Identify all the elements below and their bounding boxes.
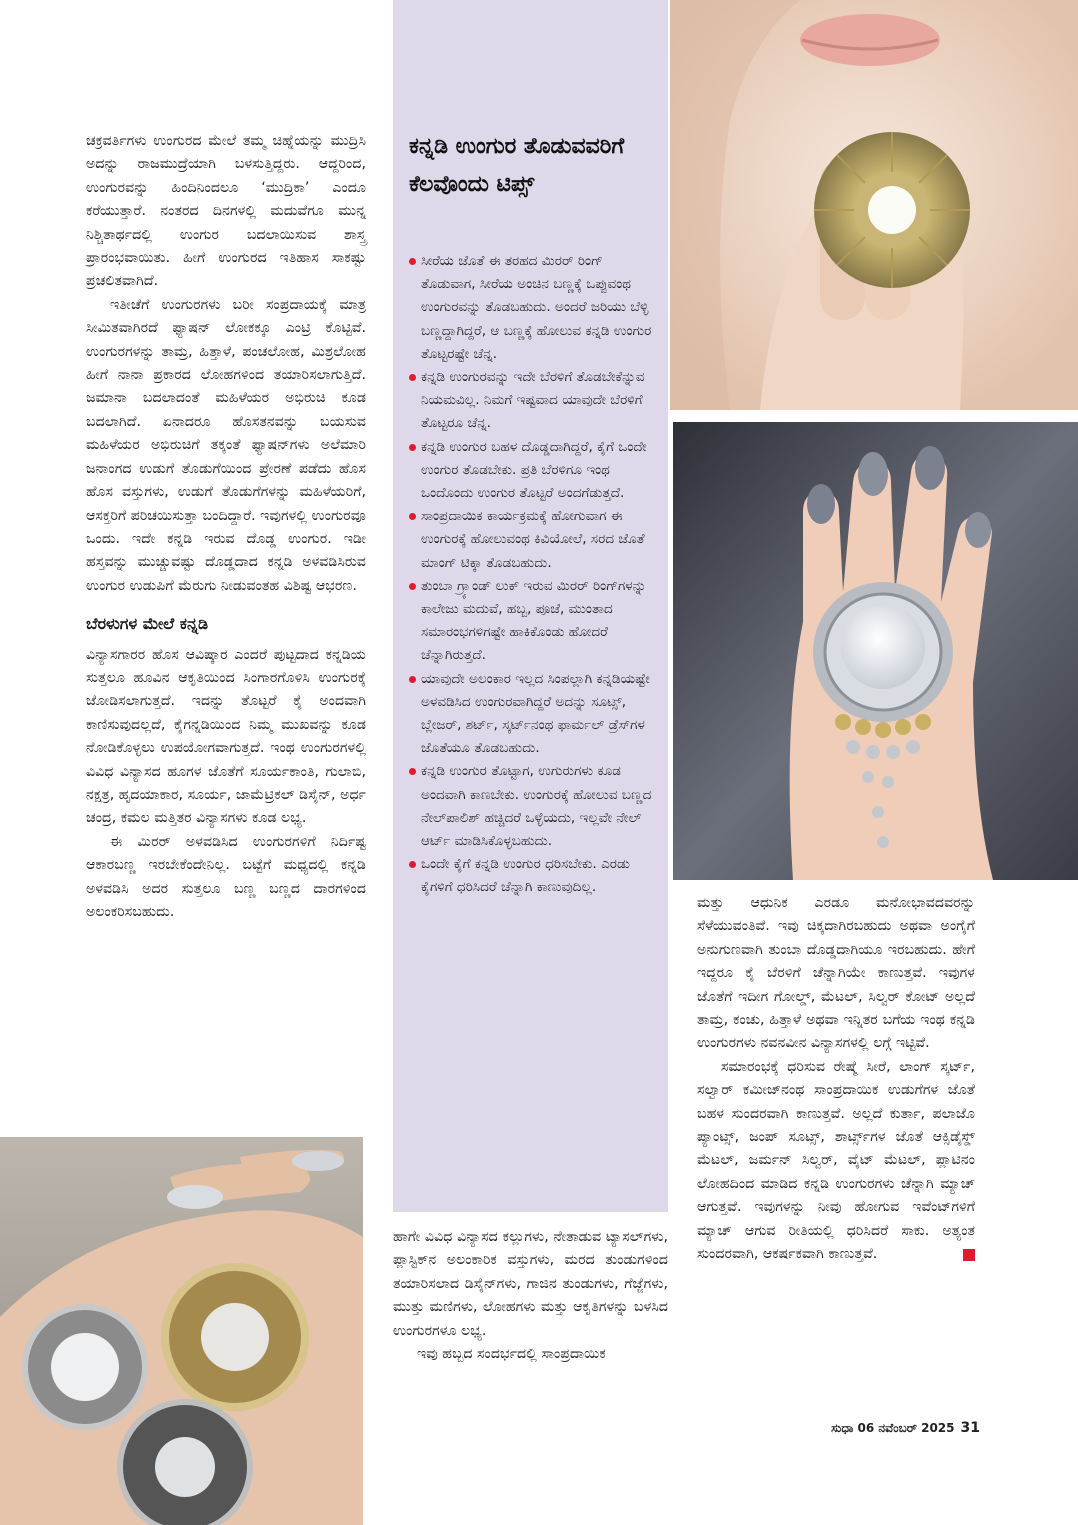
paragraph: ವಿನ್ಯಾಸಗಾರರ ಹೊಸ ಆವಿಷ್ಕಾರ ಎಂದರೆ ಪುಟ್ಟದಾದ ಕನ್ನಡಿಯ ಸುತ್ತಲೂ ಹೂವಿನ ಆಕೃತಿಯಿಂದ ಸಿಂಗಾರಗೊಳಿಸಿ ಉಂಗುರಕ್ಕೆ ಜೋಡಿಸಲಾಗುತ್ತದೆ. ಇದನ್ನು ತೊಟ್ಟರೆ ಕೈ ಅಂದವಾಗಿ ಕಾಣಿಸುವುದಲ್ಲದೆ, ಕೈಗನ್ನಡಿಯಿಂದ ನಿಮ್ಮ ಮುಖವನ್ನು ಕೂಡ ನೋಡಿಕೊಳ್ಳಲು ಉಪಯೋಗವಾಗುತ್ತದೆ. ಇಂಥ ಉಂಗುರಗಳಲ್ಲಿ ವಿವಿಧ ವಿನ್ಯಾಸದ ಹೂಗಳ ಜೊತೆಗೆ ಸೂರ್ಯಕಾಂತಿ, ಗುಲಾಬಿ, ನಕ್ಷತ್ರ, ಹೃದಯಾಕಾರ, ಸೂರ್ಯ, ಜಾಮೆಟ್ರಿಕಲ್ ಡಿಸೈನ್, ಅರ್ಧ ಚಂದ್ರ, ಕಮಲ ಮತ್ತಿತರ ವಿನ್ಯಾಸಗಳು ಕೂಡ ಲಭ್ಯ. xyxy=(86,646,366,827)
issue-info: ಸುಧಾ 06 ನವೆಂಬರ್ 2025 xyxy=(831,1421,955,1435)
bullet-icon xyxy=(409,861,416,868)
bullet-icon xyxy=(409,258,416,265)
bullet-icon xyxy=(409,768,416,775)
paragraph: ಚಕ್ರವರ್ತಿಗಳು ಉಂಗುರದ ಮೇಲೆ ತಮ್ಮ ಚಿಹ್ನೆಯನ್ನು ಮುದ್ರಿಸಿ ಅದನ್ನು ರಾಜಮುದ್ರೆಯಾಗಿ ಬಳಸುತ್ತಿದ್ದರು. ಆದ್ದರಿಂದ, ಉಂಗುರವನ್ನು ಹಿಂದಿನಿಂದಲೂ ‘ಮುದ್ರಿಕಾ’ ಎಂದೂ ಕರೆಯುತ್ತಾರೆ. ನಂತರದ ದಿನಗಳಲ್ಲಿ ಮದುವೆಗೂ ಮುನ್ನ ನಿಶ್ಚಿತಾರ್ಥದಲ್ಲಿ ಉಂಗುರ ಬದಲಾಯಿಸುವ ಶಾಸ್ತ್ರ ಪ್ರಾರಂಭವಾಯಿತು. ಹೀಗೆ ಉಂಗುರದ ಇತಿಹಾಸ ಸಾಕಷ್ಟು ಪ್ರಚಲಿತವಾಗಿದೆ. xyxy=(86,133,366,290)
tip-item: ಕನ್ನಡಿ ಉಂಗುರ ತೊಟ್ಟಾಗ, ಉಗುರುಗಳು ಕೂಡ ಅಂದವಾಗಿ ಕಾಣಬೇಕು. ಉಂಗುರಕ್ಕೆ ಹೋಲುವ ಬಣ್ಣದ ನೇಲ್‌ಪಾಲಿಶ್ ಹಚ್ಚಿದರೆ ಒಳ್ಳೆಯದು, ಇಲ್ಲವೇ ನೇಲ್ ಆರ್ಟ್ ಮಾಡಿಸಿಕೊಳ್ಳಬಹುದು. xyxy=(409,760,655,853)
tip-item: ಕನ್ನಡಿ ಉಂಗುರ ಬಹಳ ದೊಡ್ಡದಾಗಿದ್ದರೆ, ಕೈಗೆ ಒಂದೇ ಉಂಗುರ ತೊಡಬೇಕು. ಪ್ರತಿ ಬೆರಳಿಗೂ ಇಂಥ ಒಂದೊಂದು ಉಂಗುರ ತೊಟ್ಟರೆ ಅಂದಗೆಡುತ್ತದೆ. xyxy=(409,436,655,506)
tip-item: ತುಂಬಾ ಗ್ರ್ಯಾಂಡ್ ಲುಕ್ ಇರುವ ಮಿರರ್ ರಿಂಗ್‌ಗಳನ್ನು ಕಾಲೇಜು ಮದುವೆ, ಹಬ್ಬ, ಪೂಜೆ, ಮುಂತಾದ ಸಮಾರಂಭಗಳಿಗಷ್ಟೇ ಹಾಕಿಕೊಂಡು ಹೋದರೆ ಚೆನ್ನಾಗಿರುತ್ತದೆ. xyxy=(409,575,655,668)
article-column-right xyxy=(697,892,975,1267)
bullet-icon xyxy=(409,513,416,520)
tips-title: ಕನ್ನಡಿ ಉಂಗುರ ತೊಡುವವರಿಗೆ ಕೆಲವೊಂದು ಟಿಪ್ಸ್ xyxy=(409,134,625,197)
paragraph: ಮತ್ತು ಆಧುನಿಕ ಎರಡೂ ಮನೋಭಾವದವರನ್ನು ಸೆಳೆಯುವಂತಿವೆ. ಇವು ಚಿಕ್ಕದಾಗಿರಬಹುದು ಅಥವಾ ಅಂಗೈಗೆ ಅನುಗುಣವಾಗಿ ತುಂಬಾ ದೊಡ್ಡದಾಗಿಯೂ ಇರಬಹುದು. ಹೇಗೆ ಇದ್ದರೂ ಕೈ ಬೆರಳಿಗೆ ಚೆನ್ನಾಗಿಯೇ ಕಾಣುತ್ತವೆ. ಇವುಗಳ ಜೊತೆಗೆ ಇದೀಗ ಗೋಲ್ಡ್, ಮೆಟಲ್, ಸಿಲ್ವರ್ ಕೋಟ್ ಅಲ್ಲದೆ ತಾಮ್ರ, ಕಂಚು, ಹಿತ್ತಾಳೆ ಅಥವಾ ಇನ್ನಿತರ ಬಗೆಯ ಇಂಥ ಕನ್ನಡಿ ಉಂಗುರಗಳು ನವನವೀನ ವಿನ್ಯಾಸಗಳಲ್ಲಿ ಲಗ್ಗೆ ಇಟ್ಟಿವೆ. xyxy=(697,895,975,1052)
section-subheading: ಬೆರಳುಗಳ ಮೇಲೆ ಕನ್ನಡಿ xyxy=(86,614,209,634)
bullet-icon xyxy=(409,583,416,590)
page-number: 31 xyxy=(960,1420,980,1436)
article-column-left xyxy=(86,130,366,924)
bullet-icon xyxy=(409,374,416,381)
paragraph: ಹಾಗೇ ವಿವಿಧ ವಿನ್ಯಾಸದ ಕಲ್ಲುಗಳು, ನೇತಾಡುವ ಟ್ಯಾಸಲ್‌ಗಳು, ಪ್ಲಾಸ್ಟಿಕ್‌ನ ಅಲಂಕಾರಿಕ ವಸ್ತುಗಳು, ಮರದ ತುಂಡುಗಳಿಂದ ತಯಾರಿಸಲಾದ ಡಿಸೈನ್‌ಗಳು, ಗಾಜಿನ ತುಂಡುಗಳು, ಗೆಜ್ಜೆಗಳು, ಮುತ್ತು ಮಣಿಗಳು, ಲೋಹಗಳು ಮತ್ತು ಆಕೃತಿಗಳನ್ನು ಬಳಸಿದ ಉಂಗುರಗಳೂ ಲಭ್ಯ. xyxy=(393,1229,668,1339)
tip-item: ಯಾವುದೇ ಅಲಂಕಾರ ಇಲ್ಲದ ಸಿಂಪಲ್ಲಾಗಿ ಕನ್ನಡಿಯಷ್ಟೇ ಅಳವಡಿಸಿದ ಉಂಗುರವಾಗಿದ್ದರೆ ಅದನ್ನು ಸೂಟ್ಸ್, ಬ್ಲೇಜರ್, ಶರ್ಟ್, ಸ್ಕರ್ಟ್‌ನಂಥ ಫಾರ್ಮಲ್ ಡ್ರೆಸ್‌ಗಳ ಜೊತೆಯೂ ತೊಡಬಹುದು. xyxy=(409,668,655,761)
page-footer xyxy=(820,1420,980,1436)
tip-item: ಕನ್ನಡಿ ಉಂಗುರವನ್ನು ಇದೇ ಬೆರಳಿಗೆ ತೊಡಬೇಕೆನ್ನುವ ನಿಯಮವಿಲ್ಲ. ನಿಮಗೆ ಇಷ್ಟವಾದ ಯಾವುದೇ ಬೆರಳಿಗೆ ತೊಟ್ಟರೂ ಚೆನ್ನ. xyxy=(409,366,655,436)
paragraph: ಇವು ಹಬ್ಬದ ಸಂದರ್ಭದಲ್ಲಿ ಸಾಂಪ್ರದಾಯಿಕ xyxy=(417,1346,606,1363)
end-of-article-mark xyxy=(963,1249,975,1261)
paragraph: ಈ ಮಿರರ್ ಅಳವಡಿಸಿದ ಉಂಗುರಗಳಿಗೆ ನಿರ್ದಿಷ್ಟ ಆಕಾರಬಣ್ಣ ಇರಬೇಕೆಂದೇನಿಲ್ಲ. ಬಟ್ಟೆಗೆ ಮಧ್ಯದಲ್ಲಿ ಕನ್ನಡಿ ಅಳವಡಿಸಿ ಅದರ ಸುತ್ತಲೂ ಬಣ್ಣ ಬಣ್ಣದ ದಾರಗಳಿಂದ ಅಲಂಕರಿಸಬಹುದು. xyxy=(86,833,366,920)
tips-list xyxy=(409,250,655,900)
bullet-icon xyxy=(409,676,416,683)
photo-hand-mirror-ring xyxy=(673,422,1078,880)
article-column-middle-bottom xyxy=(393,1226,668,1366)
bullet-icon xyxy=(409,444,416,451)
photo-woman-with-ring xyxy=(670,0,1078,410)
photo-three-mirror-rings xyxy=(0,1137,363,1525)
tip-item: ಸಾಂಪ್ರದಾಯಿಕ ಕಾರ್ಯಕ್ರಮಕ್ಕೆ ಹೋಗುವಾಗ ಈ ಉಂಗುರಕ್ಕೆ ಹೋಲುವಂಥ ಕಿವಿಯೋಲೆ, ಸರದ ಜೊತೆ ಮಾಂಗ್ ಟಿಕ್ಕಾ ತೊಡಬಹುದು. xyxy=(409,505,655,575)
tip-item: ಸೀರೆಯ ಜೊತೆ ಈ ತರಹದ ಮಿರರ್ ರಿಂಗ್ ತೊಡುವಾಗ, ಸೀರೆಯ ಅಂಚಿನ ಬಣ್ಣಕ್ಕೆ ಒಪ್ಪುವಂಥ ಉಂಗುರವನ್ನು ತೊಡಬಹುದು. ಅಂದರೆ ಜರಿಯು ಬೆಳ್ಳಿ ಬಣ್ಣದ್ದಾಗಿದ್ದರೆ, ಆ ಬಣ್ಣಕ್ಕೆ ಹೋಲುವ ಕನ್ನಡಿ ಉಂಗುರ ತೊಟ್ಟರಷ್ಟೇ ಚೆನ್ನ. xyxy=(409,250,655,366)
tip-item: ಒಂದೇ ಕೈಗೆ ಕನ್ನಡಿ ಉಂಗುರ ಧರಿಸಬೇಕು. ಎರಡು ಕೈಗಳಿಗೆ ಧರಿಸಿದರೆ ಚೆನ್ನಾಗಿ ಕಾಣುವುದಿಲ್ಲ. xyxy=(409,853,655,899)
paragraph: ಇತೀಚೆಗೆ ಉಂಗುರಗಳು ಬರೀ ಸಂಪ್ರದಾಯಕ್ಕೆ ಮಾತ್ರ ಸೀಮಿತವಾಗಿರದೆ ಫ್ಯಾಷನ್ ಲೋಕಕ್ಕೂ ಎಂಟ್ರಿ ಕೊಟ್ಟಿವೆ. ಉಂಗುರಗಳನ್ನು ತಾಮ್ರ, ಹಿತ್ತಾಳೆ, ಪಂಚಲೋಹ, ಮಿಶ್ರಲೋಹ ಹೀಗೆ ನಾನಾ ಪ್ರಕಾರದ ಲೋಹಗಳಿಂದ ತಯಾರಿಸಲಾಗುತ್ತಿದೆ. ಜಮಾನಾ ಬದಲಾದಂತೆ ಮಹಿಳೆಯರ ಅಭಿರುಚಿ ಕೂಡ ಬದಲಾಗಿದೆ. ಏನಾದರೂ ಹೊಸತನವನ್ನು ಬಯಸುವ ಮಹಿಳೆಯರ ಅಭಿರುಚಿಗೆ ತಕ್ಕಂತೆ ಫ್ಯಾಷನ್‌ಗಳು ಅಲೆಮಾರಿ ಜನಾಂಗದ ಉಡುಗೆ ತೊಡುಗೆಯಿಂದ ಪ್ರೇರಣೆ ಪಡೆದು ಹೊಸ ಹೊಸ ವಸ್ತುಗಳು, ಉಡುಗೆ ತೊಡುಗೆಗಳನ್ನು ಮಹಿಳೆಯರಿಗೆ, ಆಸಕ್ತರಿಗೆ ಪರಿಚಯಿಸುತ್ತಾ ಬಂದಿದ್ದಾರೆ. ಇವುಗಳಲ್ಲಿ ಉಂಗುರವೂ ಒಂದು. ಇದೇ ಕನ್ನಡಿ ಇರುವ ದೊಡ್ಡ ಉಂಗುರ. ಇಡೀ ಹಸ್ತವನ್ನು ಮುಚ್ಚುವಷ್ಟು ದೊಡ್ಡದಾದ ಕನ್ನಡಿ ಅಳವಡಿಸಿರುವ ಉಂಗುರ ಉಡುಪಿಗೆ ಮೆರುಗು ನೀಡುವಂತಹ ವಿಶಿಷ್ಟ ಆಭರಣ. xyxy=(86,296,366,594)
paragraph: ಸಮಾರಂಭಕ್ಕೆ ಧರಿಸುವ ರೇಷ್ಮೆ ಸೀರೆ, ಲಾಂಗ್ ಸ್ಕರ್ಟ್, ಸಲ್ವಾರ್ ಕಮೀಜ್‌ನಂಥ ಸಾಂಪ್ರದಾಯಿಕ ಉಡುಗೆಗಳ ಜೊತೆ ಬಹಳ ಸುಂದರವಾಗಿ ಕಾಣುತ್ತವೆ. ಅಲ್ಲದೆ ಕುರ್ತಾ, ಪಲಾಜೊ ಪ್ಯಾಂಟ್ಸ್, ಜಂಪ್ ಸೂಟ್ಸ್, ಶಾರ್ಟ್ಸ್‌ಗಳ ಜೊತೆ ಆಕ್ಸಿಡೈಸ್ಡ್ ಮೆಟಲ್, ಜರ್ಮನ್ ಸಿಲ್ವರ್, ವೈಟ್ ಮೆಟಲ್, ಪ್ಲಾಟಿನಂ ಲೋಹದಿಂದ ಮಾಡಿದ ಕನ್ನಡಿ ಉಂಗುರಗಳು ಚೆನ್ನಾಗಿ ಮ್ಯಾಚ್ ಆಗುತ್ತವೆ. ಇವುಗಳನ್ನು ನೀವು ಹೋಗುವ ಇವೆಂಟ್‌ಗಳಿಗೆ ಮ್ಯಾಚ್ ಆಗುವ ರೀತಿಯಲ್ಲಿ ಧರಿಸಿದರೆ ಸಾಕು. ಅತ್ಯಂತ ಸುಂದರವಾಗಿ, ಆಕರ್ಷಕವಾಗಿ ಕಾಣುತ್ತವೆ. xyxy=(697,1058,975,1263)
tips-sidebar-box xyxy=(393,0,668,1212)
